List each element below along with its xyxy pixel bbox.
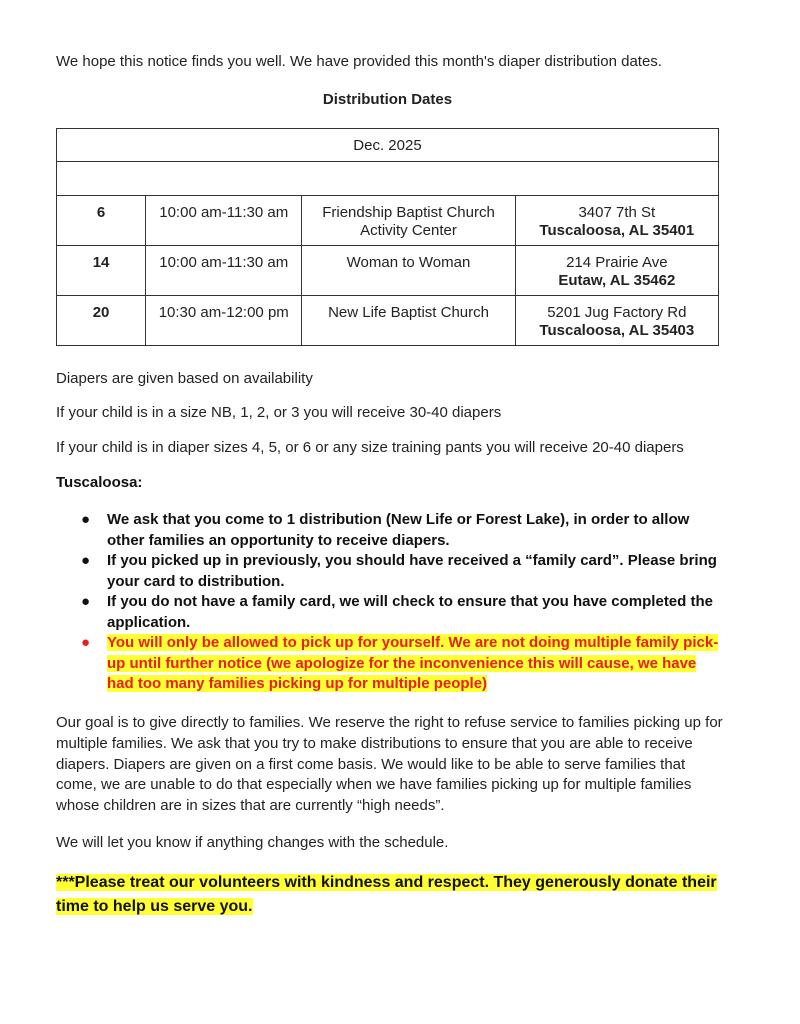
distribution-heading: Distribution Dates <box>322 91 453 108</box>
address-street: 214 Prairie Ave <box>566 254 668 271</box>
date-cell: 14 <box>57 246 146 296</box>
location-cell: New Life Baptist Church <box>302 296 515 346</box>
address-cell <box>515 296 718 346</box>
large-sizes-note: If your child is in diaper sizes 4, 5, or 6 or any size training pants you will receive 20-40 diapers <box>56 439 684 456</box>
list-item <box>56 510 726 551</box>
address-cell <box>515 196 718 246</box>
list-item <box>56 592 726 633</box>
availability-note: Diapers are given based on availability <box>56 370 313 387</box>
table-row <box>57 246 719 296</box>
goal-paragraph: Our goal is to give directly to families. We reserve the right to refuse service to families picking up for multiple families. We ask that you try to make distributions to ensure that you are able to receive diapers. Diapers are given on a first come basis. We would like to be able to serve families that come, we are unable to do that especially when we have families picking up for multiple families whose children are in sizes that are currently “high needs”. <box>56 714 723 815</box>
schedule-note: We will let you know if anything changes with the schedule. <box>56 834 449 851</box>
list-item-alert <box>56 633 726 695</box>
tuscaloosa-rules-list <box>56 510 726 695</box>
rule-text: We ask that you come to 1 distribution (New Life or Forest Lake), in order to allow other families an opportunity to receive diapers. <box>107 511 690 549</box>
time-cell: 10:30 am-12:00 pm <box>146 296 302 346</box>
address-street: 5201 Jug Factory Rd <box>547 304 687 321</box>
bullet-icon: ● <box>81 634 91 651</box>
month-cell: Dec. 2025 <box>57 129 719 162</box>
list-item <box>56 551 726 592</box>
blank-row <box>57 162 719 196</box>
time-cell: 10:00 am-11:30 am <box>146 196 302 246</box>
month-row <box>57 129 719 162</box>
rule-text: If you do not have a family card, we will check to ensure that you have completed the application. <box>107 593 713 631</box>
address-city: Tuscaloosa, AL 35401 <box>539 222 695 239</box>
bullet-icon: ● <box>81 511 91 528</box>
address-street: 3407 7th St <box>578 204 656 221</box>
blank-cell <box>57 162 719 196</box>
location-cell: Friendship Baptist Church Activity Center <box>302 196 515 246</box>
bullet-icon: ● <box>81 593 91 610</box>
table-row <box>57 196 719 246</box>
table-row <box>57 296 719 346</box>
rule-text: If you picked up in previously, you should have received a “family card”. Please bring your card to distribution. <box>107 552 717 590</box>
distribution-table <box>56 128 719 346</box>
address-cell <box>515 246 718 296</box>
address-city: Tuscaloosa, AL 35403 <box>539 322 695 339</box>
date-cell: 6 <box>57 196 146 246</box>
rule-text-highlighted: You will only be allowed to pick up for yourself. We are not doing multiple family pick-up until further notice (we apologize for the inconvenience this will cause, we have had too many families picking up for multiple people) <box>107 634 719 692</box>
address-city: Eutaw, AL 35462 <box>558 272 676 289</box>
intro-text: We hope this notice finds you well. We have provided this month's diaper distribution dates. <box>56 53 662 70</box>
time-cell: 10:00 am-11:30 am <box>146 246 302 296</box>
date-cell: 20 <box>57 296 146 346</box>
bullet-icon: ● <box>81 552 91 569</box>
tuscaloosa-label: Tuscaloosa: <box>56 474 143 491</box>
volunteer-note <box>56 871 726 919</box>
volunteer-note-text: ***Please treat our volunteers with kindness and respect. They generously donate their time to help us serve you. <box>56 874 717 915</box>
location-cell: Woman to Woman <box>302 246 515 296</box>
small-sizes-note: If your child is in a size NB, 1, 2, or 3 you will receive 30-40 diapers <box>56 404 502 421</box>
